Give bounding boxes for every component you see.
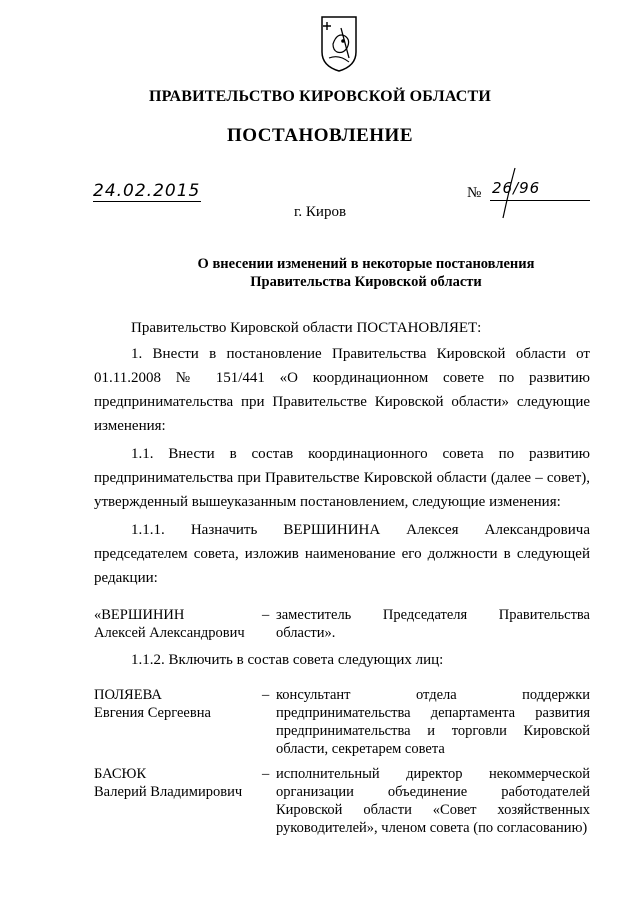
member-dash: –	[262, 607, 270, 623]
member-role: заместитель Председателя Правительства области».	[276, 607, 590, 641]
paragraph-text: 1. Внести в постановление Правительства Кировской области от 01.11.2008 № 151/441 «О координационном совете по развитию предпринимательства при Правительстве Кировской области» следующие изменения:	[94, 346, 590, 434]
member-given-names: Евгения Сергеевна	[94, 705, 211, 721]
member-surname: БАСЮК	[94, 766, 147, 782]
document-number: 26/96	[492, 179, 541, 197]
paragraph-item-1	[94, 342, 590, 438]
document-date: 24.02.2015	[93, 181, 201, 201]
member-name	[94, 686, 269, 722]
paragraph-text: Правительство Кировской области ПОСТАНОВЛЯЕТ:	[131, 320, 482, 336]
paragraph-text: 1.1.1. Назначить ВЕРШИНИНА Алексея Александровича председателем совета, изложив наименование его должности в следующей редакции:	[94, 522, 590, 586]
number-label: №	[467, 185, 482, 201]
member-dash: –	[262, 687, 270, 703]
member-given-names: Алексей Александрович	[94, 625, 245, 641]
document-type-title: ПОСТАНОВЛЕНИЕ	[226, 125, 414, 146]
paragraph-resolves	[94, 316, 590, 340]
paragraph-item-1-1-1	[94, 518, 590, 590]
member-given-names: Валерий Владимирович	[94, 784, 243, 800]
member-name	[94, 765, 269, 801]
member-dash: –	[262, 766, 270, 782]
member-surname: ПОЛЯЕВА	[94, 687, 162, 703]
member-role: консультант отдела поддержки предпринимательства департамента развития предпринимательства и торговли Кировской области, секретарем совета	[276, 687, 590, 757]
subject-line-1: О внесении изменений в некоторые постановления	[197, 256, 535, 272]
date-underline	[93, 201, 201, 202]
member-surname: «ВЕРШИНИН	[94, 607, 185, 623]
paragraph-item-1-1-2	[94, 648, 590, 672]
paragraph-text: 1.1. Внести в состав координационного совета по развитию предпринимательства при Правительстве Кировской области (далее – совет), утвержденный вышеуказанным постановлением, следующие изменения:	[94, 446, 590, 510]
paragraph-item-1-1	[94, 442, 590, 514]
document-subject	[0, 255, 640, 291]
subject-line-2: Правительства Кировской области	[250, 274, 482, 290]
member-name	[94, 606, 269, 642]
government-title: ПРАВИТЕЛЬСТВО КИРОВСКОЙ ОБЛАСТИ	[148, 88, 492, 105]
member-role: исполнительный директор некоммерческой организации объединение работодателей Кировской области «Совет хозяйственных руководителей», членом совета (по согласованию)	[276, 766, 590, 836]
kirov-coat-of-arms-icon	[319, 14, 359, 74]
paragraph-text: 1.1.2. Включить в состав совета следующих лиц:	[131, 652, 444, 668]
city-label: г. Киров	[293, 204, 347, 220]
